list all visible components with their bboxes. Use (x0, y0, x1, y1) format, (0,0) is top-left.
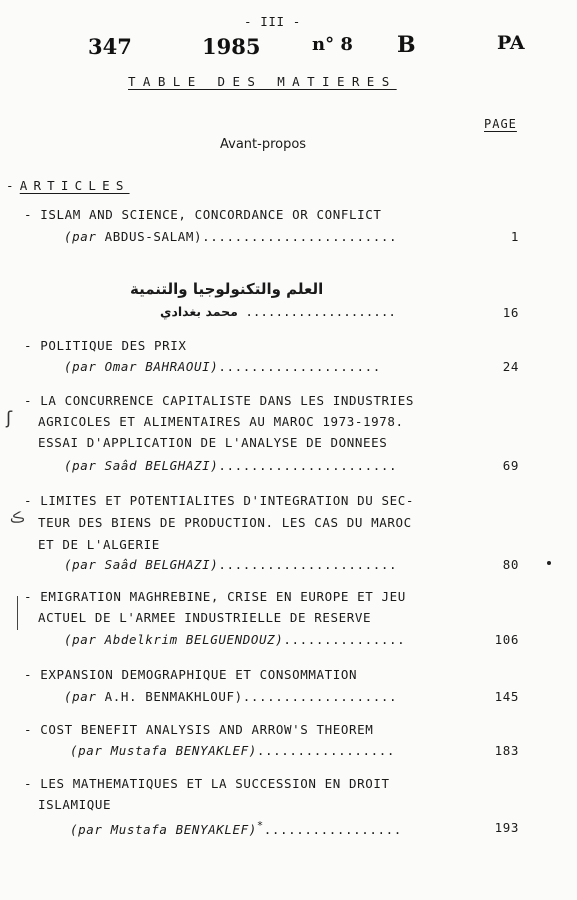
margin-pencil-mark: ʃ (6, 408, 13, 429)
margin-pencil-line (17, 596, 18, 630)
page-numeral: - III - (244, 14, 301, 29)
entry-title-line: - COST BENEFIT ANALYSIS AND ARROW'S THEOREM (24, 722, 374, 737)
entry-author-line: محمد بغدادي .................... (160, 304, 396, 319)
handwritten-issue: n° 8 (312, 34, 353, 55)
handwritten-mark-b: B (397, 32, 416, 58)
entry-title-line: - POLITIQUE DES PRIX (24, 338, 187, 353)
entry-author-line: (par Mustafa BENYAKLEF)................. (70, 743, 396, 758)
entry-author-line: (par Omar BAHRAOUI).................... (64, 359, 381, 374)
entry-title-line: - ISLAM AND SCIENCE, CONCORDANCE OR CONFLICT (24, 207, 382, 222)
entry-page-number: 106 (494, 632, 519, 647)
entry-page-number: 183 (494, 743, 519, 758)
entry-title-line: - EMIGRATION MAGHREBINE, CRISE EN EUROPE ET JEU (24, 589, 406, 604)
entry-author-line: (par Saâd BELGHAZI)...................... (64, 458, 398, 473)
section-label: ARTICLES (19, 178, 130, 193)
entry-author-line: (par ABDUS-SALAM)........................ (64, 229, 398, 244)
entry-title-line: ET DE L'ALGERIE (38, 537, 160, 552)
entry-author-line: (par A.H. BENMAKHLOUF)................... (64, 689, 398, 704)
entry-page-number: 80 (502, 557, 519, 572)
entry-author-line: (par Abdelkrim BELGUENDOUZ)............... (64, 632, 406, 647)
section-articles-heading (6, 178, 130, 193)
toc-title: TABLE DES MATIERES (128, 74, 397, 89)
entry-title-line: AGRICOLES ET ALIMENTAIRES AU MAROC 1973-1978. (38, 414, 404, 429)
entry-title-line: - LIMITES ET POTENTIALITES D'INTEGRATION DU SEC- (24, 493, 415, 508)
handwritten-number: 347 (88, 34, 132, 59)
entry-arabic-title: العلم والتكنولوجيا والتنمية (130, 280, 324, 298)
handwritten-year: 1985 (202, 34, 261, 59)
entry-page-number: 193 (494, 820, 519, 835)
entry-author-line: (par Mustafa BENYAKLEF)*................. (70, 820, 402, 838)
entry-author-line: (par Saâd BELGHAZI)...................... (64, 557, 398, 572)
entry-title-line: ESSAI D'APPLICATION DE L'ANALYSE DE DONNEES (38, 435, 388, 450)
entry-page-number: 145 (494, 689, 519, 704)
margin-dot (547, 561, 551, 565)
entry-title-line: TEUR DES BIENS DE PRODUCTION. LES CAS DU MAROC (38, 515, 412, 530)
page-column-heading: PAGE (484, 117, 517, 131)
entry-title-line: ISLAMIQUE (38, 797, 112, 812)
margin-pencil-mark: ڪ (10, 510, 25, 526)
entry-page-number: 16 (502, 305, 519, 320)
entry-page-number: 69 (502, 458, 519, 473)
footnote-mark: * (256, 820, 264, 832)
avant-propos: Avant-propos (220, 137, 307, 152)
entry-title-line: ACTUEL DE L'ARMEE INDUSTRIELLE DE RESERVE (38, 610, 372, 625)
entry-page-number: 1 (510, 229, 519, 244)
entry-page-number: 24 (502, 359, 519, 374)
handwritten-mark-pa: PA (497, 32, 525, 54)
section-dash: - (6, 178, 20, 193)
entry-title-line: - EXPANSION DEMOGRAPHIQUE ET CONSOMMATION (24, 667, 358, 682)
entry-title-line: - LES MATHEMATIQUES ET LA SUCCESSION EN DROIT (24, 776, 390, 791)
entry-title-line: - LA CONCURRENCE CAPITALISTE DANS LES INDUSTRIES (24, 393, 415, 408)
